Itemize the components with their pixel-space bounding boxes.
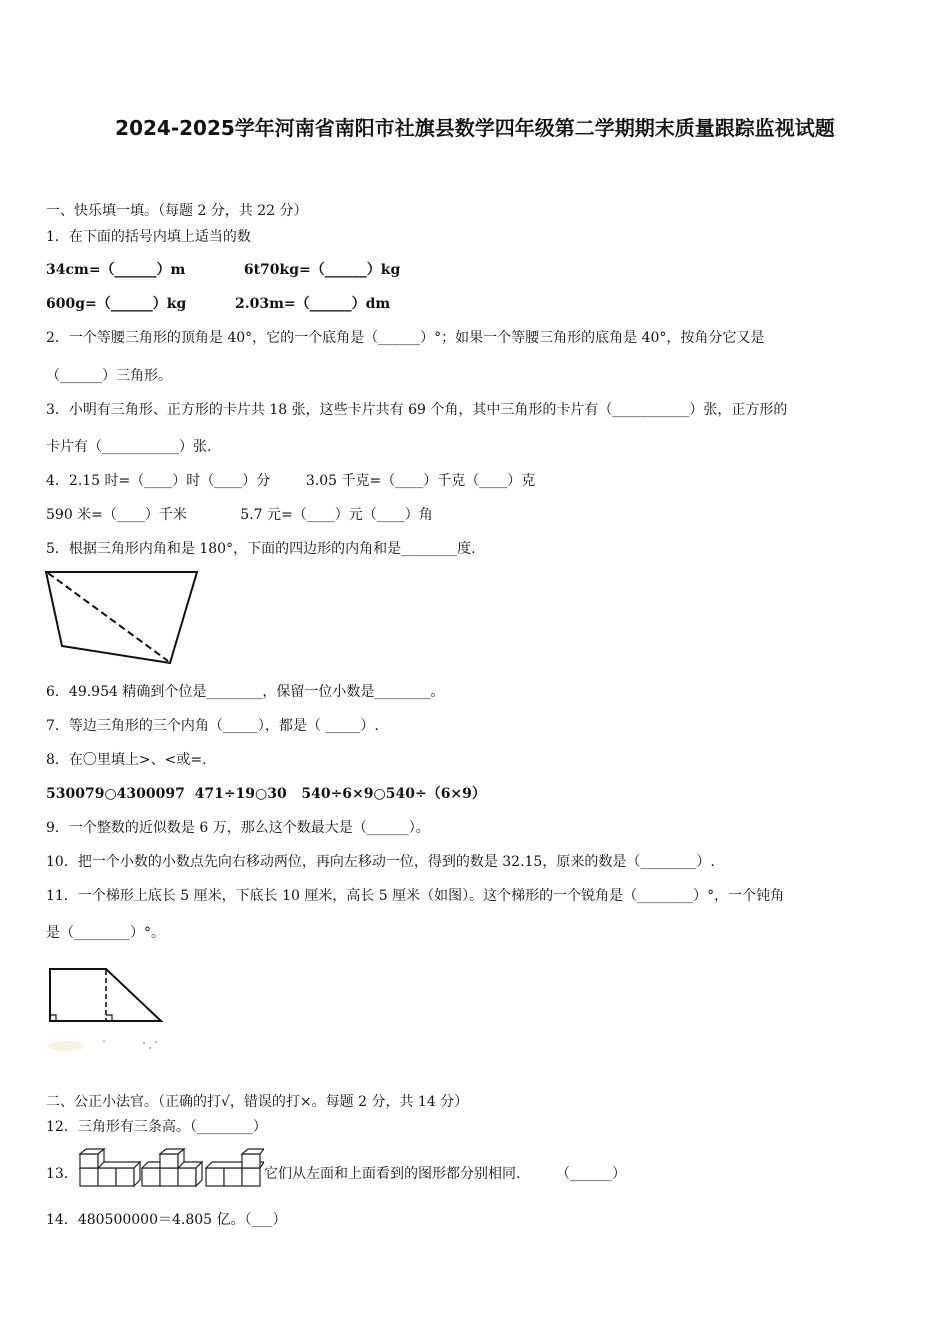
q5-text: 5．根据三角形内角和是 180°，下面的四边形的内角和是________度. bbox=[46, 541, 476, 557]
q3-line-1: 3．小明有三角形、正方形的卡片共 18 张，这些卡片共有 69 个角，其中三角形的卡片有（___________）张，正方形的 bbox=[46, 402, 788, 418]
q4-row-2: 590 米=（____）千米 5.7 元=（____）元（____）角 bbox=[46, 507, 433, 523]
q4-row-1: 4．2.15 时=（____）时（____）分 3.05 千克=（____）千克（____）克 bbox=[46, 473, 536, 489]
q2-line-1: 2．一个等腰三角形的顶角是 40°，它的一个底角是（______）°；如果一个等腰三角形的底角是 40°，按角分它又是 bbox=[46, 330, 765, 346]
q1-row-2: 600g=（______）kg 2.03m=（______）dm bbox=[46, 296, 391, 312]
page-title: 2024-2025学年河南省南阳市社旗县数学四年级第二学期期末质量跟踪监视试题 bbox=[115, 116, 835, 140]
cube-stacks-figure bbox=[76, 1148, 264, 1192]
q11-line-2: 是（________）°。 bbox=[46, 925, 165, 941]
section-2-heading: 二、公正小法官。（正确的打√，错误的打×。每题 2 分，共 14 分） bbox=[46, 1094, 469, 1110]
q8-row: 530079○4300097 471÷19○30 540÷6×9○540÷（6×9） bbox=[46, 786, 486, 802]
q10-text: 10．把一个小数的小数点先向右移动两位，再向左移动一位，得到的数是 32.15，原来的数是（________）. bbox=[46, 854, 715, 870]
quadrilateral-figure bbox=[44, 568, 204, 668]
q9-text: 9．一个整数的近似数是 6 万，那么这个数最大是（______）。 bbox=[46, 820, 430, 836]
q6-text: 6．49.954 精确到个位是________，保留一位小数是________。 bbox=[46, 684, 445, 700]
q7-text: 7．等边三角形的三个内角（_____），都是（ _____）. bbox=[46, 718, 379, 734]
q2-line-2: （______）三角形。 bbox=[46, 368, 172, 384]
q8-stem: 8．在〇里填上>、<或=. bbox=[46, 752, 207, 768]
q13-text: 它们从左面和上面看到的图形都分别相同. （______） bbox=[264, 1166, 627, 1182]
q13-number: 13． bbox=[46, 1166, 78, 1182]
q1-row-1: 34cm=（______）m 6t70kg=（______）kg bbox=[46, 262, 401, 278]
trapezoid-figure bbox=[44, 962, 169, 1057]
q3-line-2: 卡片有（___________）张. bbox=[46, 439, 212, 455]
section-1-heading: 一、快乐填一填。（每题 2 分，共 22 分） bbox=[46, 203, 308, 219]
q14-text: 14．480500000＝4.805 亿。（___） bbox=[46, 1212, 287, 1228]
q11-line-1: 11．一个梯形上底长 5 厘米，下底长 10 厘米，高长 5 厘米（如图）。这个梯形的一个锐角是（________）°，一个钝角 bbox=[46, 888, 785, 904]
q1-stem: 1．在下面的括号内填上适当的数 bbox=[46, 229, 251, 245]
q12-text: 12．三角形有三条高。（________） bbox=[46, 1119, 267, 1135]
